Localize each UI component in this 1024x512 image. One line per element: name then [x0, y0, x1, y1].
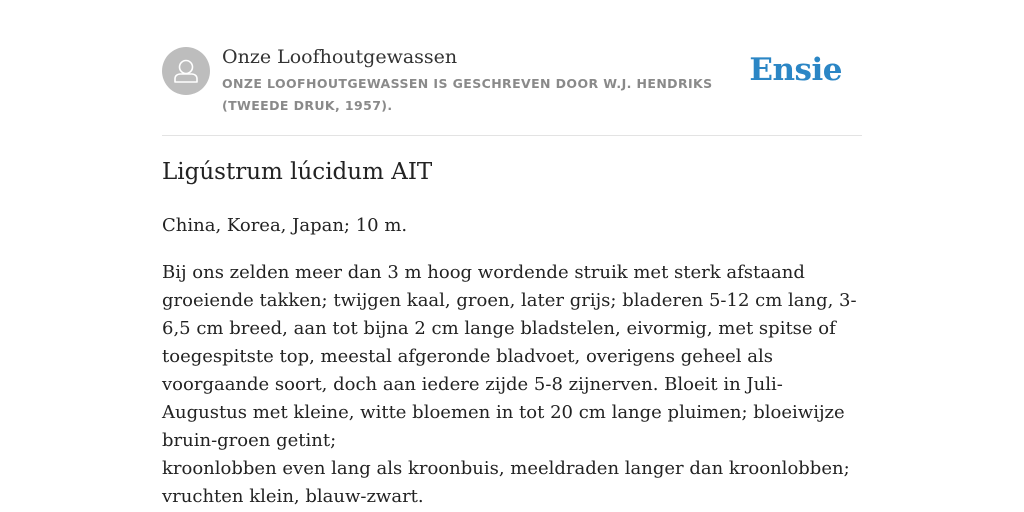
- source-avatar[interactable]: [162, 47, 210, 95]
- source-description: ONZE LOOFHOUTGEWASSEN IS GESCHREVEN DOOR W.J. HENDRIKS (TWEEDE DRUK, 1957).: [222, 76, 713, 113]
- user-icon: [162, 47, 210, 95]
- entry-title: Ligústrum lúcidum AIT: [162, 159, 433, 185]
- source-title[interactable]: Onze Loofhoutgewassen: [222, 46, 458, 68]
- entry-paragraph-origin: China, Korea, Japan; 10 m.: [162, 215, 408, 236]
- entry-paragraph-flowers: kroonlobben even lang als kroonbuis, meeldraden langer dan kroonlobben; vruchten klein, blauw-zwart.: [162, 458, 850, 507]
- entry-paragraph-description: Bij ons zelden meer dan 3 m hoog wordende struik met sterk afstaand groeiende takken; twijgen kaal, groen, later grijs; bladeren 5-12 cm lang, 3-6,5 cm breed, aan tot bijna 2 cm lange bladstelen, eivormig, met spitse of toegespitste top, meestal afgeronde bladvoet, overigens geheel als voorgaande soort, doch aan iedere zijde 5-8 zijnerven. Bloeit in Juli-Augustus met kleine, witte bloemen in tot 20 cm lange pluimen; bloeiwijze bruin-groen getint;: [162, 262, 857, 451]
- brand-logo[interactable]: Ensie: [749, 52, 842, 88]
- source-header: [162, 46, 862, 116]
- header-divider: [162, 135, 862, 136]
